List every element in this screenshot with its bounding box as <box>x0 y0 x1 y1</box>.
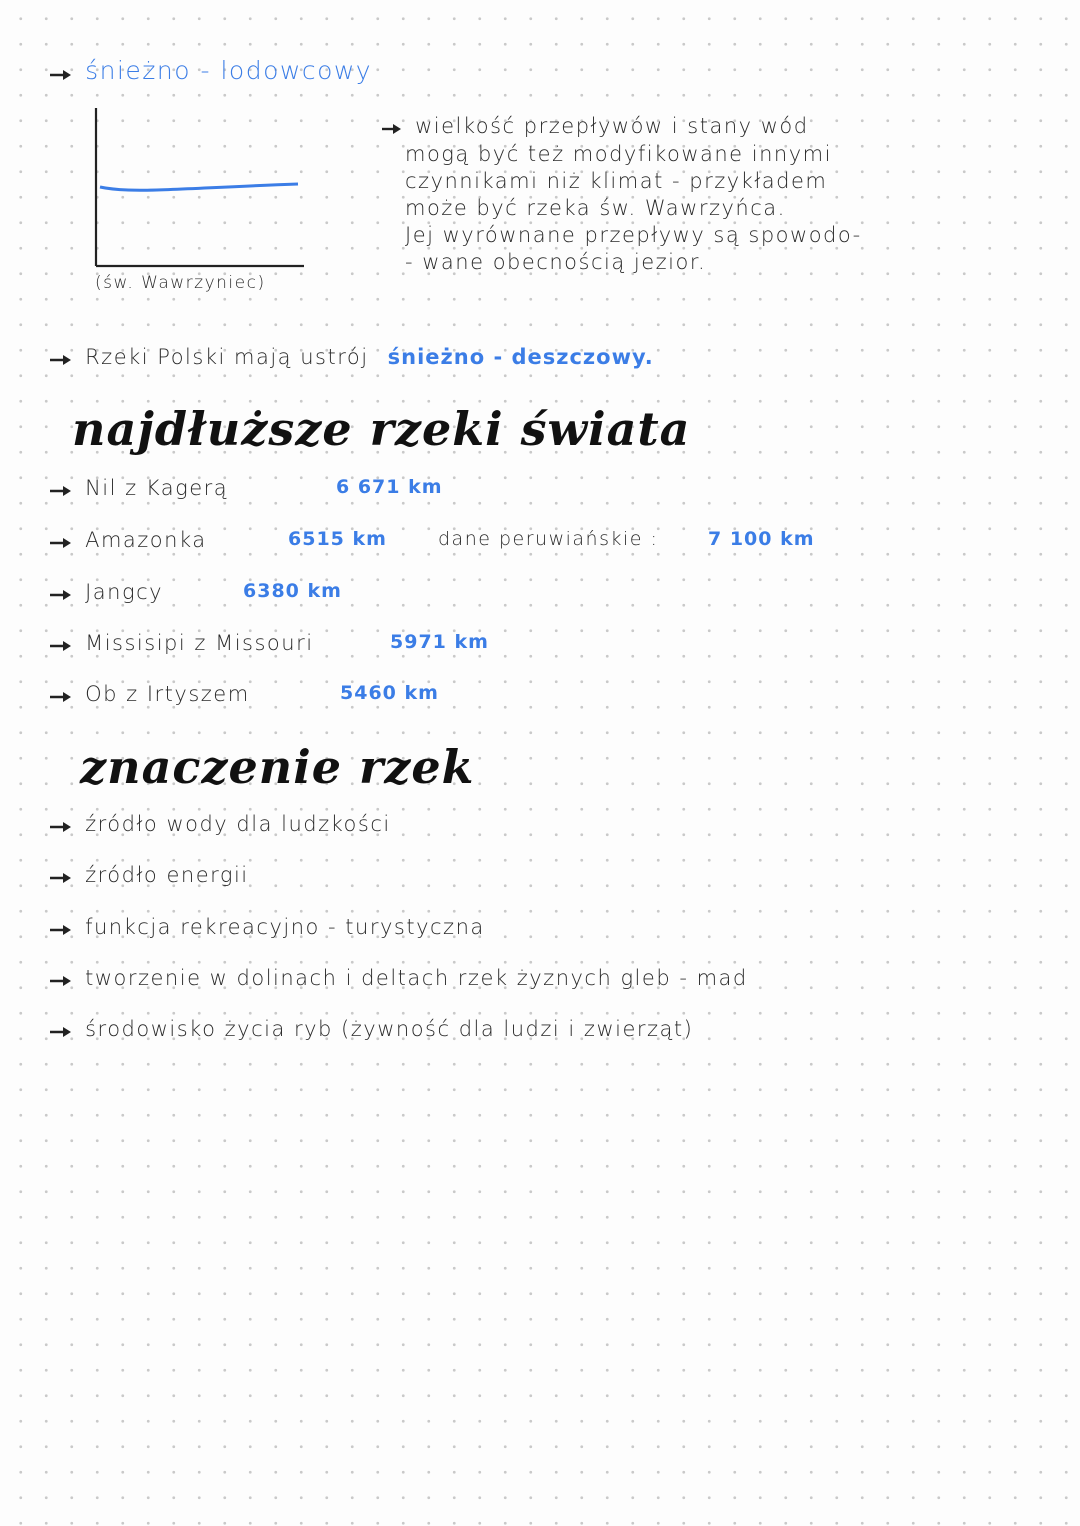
river-length: 6 671 km <box>336 476 443 498</box>
arrow-icon <box>380 122 404 136</box>
river-name: Ob z Irtyszem <box>85 682 250 706</box>
arrow-icon <box>48 1025 74 1039</box>
list-item <box>48 966 748 990</box>
list-item <box>48 476 443 500</box>
arrow-icon <box>48 68 74 82</box>
river-name: Amazonka <box>85 528 207 552</box>
list-item <box>48 528 815 552</box>
river-length: 6380 km <box>243 580 342 602</box>
list-item <box>48 580 342 604</box>
side-note <box>380 113 862 276</box>
regime-title: śnieżno - lodowcowy <box>85 56 373 85</box>
arrow-icon <box>48 588 74 602</box>
arrow-icon <box>48 639 74 653</box>
river-name: Nil z Kagerą <box>85 476 229 500</box>
list-item <box>48 1017 693 1041</box>
river-name: Jangcy <box>85 580 164 604</box>
note-line-6: - wane obecnością jezior. <box>405 250 707 274</box>
arrow-icon <box>48 484 74 498</box>
list-item <box>48 812 391 836</box>
importance-item: funkcja rekreacyjno - turystyczna <box>85 915 485 939</box>
arrow-icon <box>48 536 74 550</box>
arrow-icon <box>48 690 74 704</box>
note-line-5: Jej wyrównane przepływy są spowodo- <box>405 223 862 247</box>
list-item <box>48 682 439 706</box>
note-line-2: mogą być też modyfikowane innymi <box>405 142 832 166</box>
arrow-icon <box>48 871 74 885</box>
peruvian-data-value: 7 100 km <box>708 528 815 550</box>
list-item <box>48 915 485 939</box>
arrow-icon <box>48 820 74 834</box>
graph-flow-line <box>100 184 298 190</box>
poland-line-text: Rzeki Polski mają ustrój <box>85 345 369 369</box>
note-line-1: wielkość przepływów i stany wód <box>415 114 809 138</box>
longest-rivers-heading: najdłuższe rzeki świata <box>72 402 691 456</box>
arrow-icon <box>48 353 74 367</box>
note-line-3: czynnikami niż klimat - przykładem <box>405 169 828 193</box>
importance-heading: znaczenie rzek <box>80 740 475 794</box>
river-regime-graph <box>92 108 307 270</box>
river-name: Missisipi z Missouri <box>85 631 314 655</box>
list-item <box>48 863 249 887</box>
importance-item: tworzenie w dolinach i deltach rzek żyznych gleb - mad <box>85 966 748 990</box>
list-item <box>48 631 489 655</box>
river-length: 5460 km <box>340 682 439 704</box>
importance-item: źródło wody dla ludzkości <box>85 812 391 836</box>
river-length: 6515 km <box>288 528 387 550</box>
graph-caption: (św. Wawrzyniec) <box>95 273 266 293</box>
importance-item: źródło energii <box>85 863 249 887</box>
arrow-icon <box>48 923 74 937</box>
regime-title-row <box>48 56 372 85</box>
poland-line-regime: śnieżno - deszczowy. <box>387 345 654 369</box>
note-line-4: może być rzeka św. Wawrzyńca. <box>405 196 786 220</box>
arrow-icon <box>48 974 74 988</box>
importance-item: środowisko życia ryb (żywność dla ludzi i zwierząt) <box>85 1017 694 1041</box>
river-length: 5971 km <box>390 631 489 653</box>
peruvian-data-label: dane peruwiańskie : <box>438 528 659 550</box>
poland-line <box>48 345 654 369</box>
